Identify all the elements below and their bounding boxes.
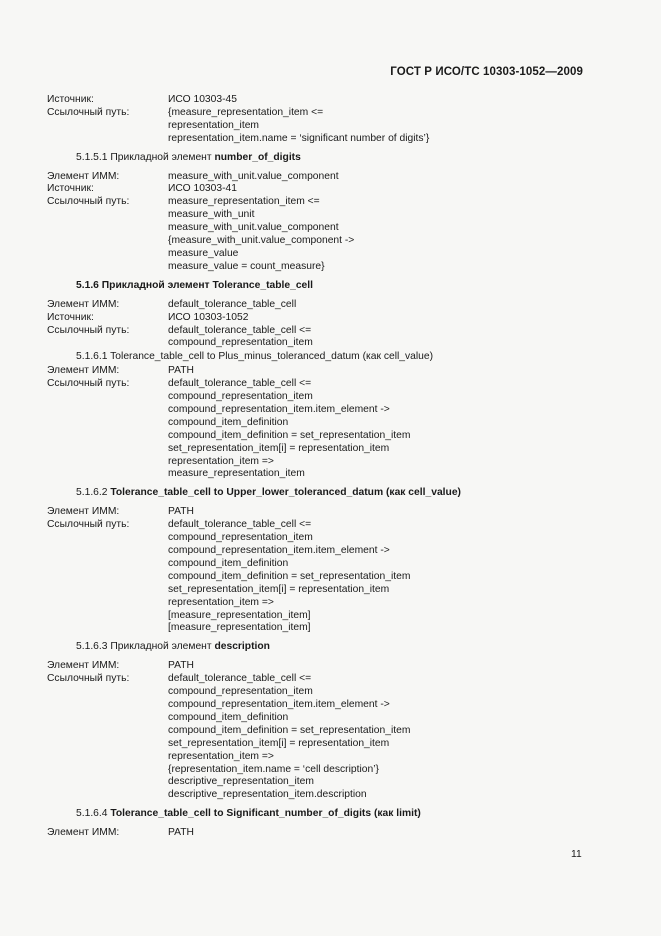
field-row bbox=[47, 325, 607, 351]
section-heading bbox=[47, 280, 607, 293]
field-value-line: compound_item_definition = set_representation_item bbox=[168, 724, 411, 736]
field-values bbox=[168, 325, 607, 351]
field-values bbox=[168, 107, 607, 146]
field-values bbox=[168, 94, 607, 107]
field-row bbox=[47, 660, 607, 673]
field-row bbox=[47, 506, 607, 519]
field-label: Ссылочный путь: bbox=[47, 106, 130, 118]
field-value-line: [measure_representation_item] bbox=[168, 609, 311, 621]
field-label: Элемент ИММ: bbox=[47, 365, 120, 377]
field-row bbox=[47, 299, 607, 312]
field-value-line: compound_item_definition bbox=[168, 416, 289, 428]
field-value-line: compound_representation_item.item_element -> bbox=[168, 698, 390, 710]
field-value-line: PATH bbox=[168, 365, 194, 377]
field-row bbox=[47, 94, 607, 107]
field-value-line: PATH bbox=[168, 660, 194, 672]
field-label: Ссылочный путь: bbox=[47, 378, 130, 390]
page-number: 11 bbox=[571, 849, 582, 860]
section-heading bbox=[47, 808, 607, 821]
field-value-line: default_tolerance_table_cell <= bbox=[168, 519, 312, 531]
field-value-line: representation_item => bbox=[168, 455, 274, 467]
field-values bbox=[168, 506, 607, 519]
field-value-line: {measure_with_unit.value_component -> bbox=[168, 235, 355, 247]
field-value-line: default_tolerance_table_cell <= bbox=[168, 378, 312, 390]
field-values bbox=[168, 827, 607, 840]
field-label: Источник: bbox=[47, 311, 94, 323]
field-value-line: measure_representation_item <= bbox=[168, 196, 320, 208]
section-heading-text: 5.1.6.3 Прикладной элемент bbox=[76, 641, 215, 653]
field-value-line: compound_representation_item bbox=[168, 686, 313, 698]
field-value-line: ИСО 10303-41 bbox=[168, 183, 237, 195]
field-values bbox=[168, 660, 607, 673]
field-value-line: {representation_item.name = ‘cell description’} bbox=[168, 763, 379, 775]
field-value-line: compound_representation_item bbox=[168, 532, 313, 544]
field-row bbox=[47, 196, 607, 273]
field-value-line: compound_item_definition bbox=[168, 711, 289, 723]
field-row bbox=[47, 107, 607, 146]
field-values bbox=[168, 519, 607, 635]
field-values bbox=[168, 673, 607, 802]
field-label: Источник: bbox=[47, 183, 94, 195]
field-label: Ссылочный путь: bbox=[47, 196, 130, 208]
field-value-line: compound_representation_item.item_element -> bbox=[168, 545, 390, 556]
field-label: Источник: bbox=[47, 94, 94, 105]
section-heading-text: 5.1.6.4 bbox=[76, 808, 111, 820]
field-value-line: set_representation_item[i] = representation_item bbox=[168, 583, 390, 595]
field-values bbox=[168, 196, 607, 273]
field-value-line: set_representation_item[i] = representation_item bbox=[168, 737, 390, 749]
field-value-line: representation_item bbox=[168, 119, 260, 131]
field-value-line: compound_item_definition bbox=[168, 557, 289, 569]
field-label: Элемент ИММ: bbox=[47, 506, 120, 518]
document-header: ГОСТ Р ИСО/ТС 10303-1052—2009 bbox=[390, 66, 583, 78]
field-label: Элемент ИММ: bbox=[47, 660, 120, 672]
section-heading bbox=[47, 152, 607, 165]
field-value-line: measure_with_unit.value_component bbox=[168, 222, 339, 234]
field-row bbox=[47, 312, 607, 325]
section-heading-text: 5.1.6 Прикладной элемент Tolerance_table_cell bbox=[76, 279, 313, 291]
field-value-line: representation_item => bbox=[168, 750, 274, 762]
section-heading-text: 5.1.6.2 bbox=[76, 487, 111, 499]
field-row bbox=[47, 365, 607, 378]
field-value-line: compound_item_definition = set_representation_item bbox=[168, 570, 411, 582]
field-value-line: PATH bbox=[168, 827, 194, 839]
field-value-line: measure_value bbox=[168, 247, 239, 259]
field-value-line: measure_with_unit bbox=[168, 209, 255, 221]
field-row bbox=[47, 183, 607, 196]
field-value-line: representation_item => bbox=[168, 596, 274, 608]
field-value-line: ИСО 10303-45 bbox=[168, 94, 237, 105]
field-value-line: set_representation_item[i] = representation_item bbox=[168, 442, 390, 454]
field-value-line: default_tolerance_table_cell <= bbox=[168, 673, 312, 685]
field-label: Ссылочный путь: bbox=[47, 519, 130, 531]
field-values bbox=[168, 171, 607, 184]
document-body bbox=[47, 94, 607, 840]
field-value-line: compound_representation_item.item_element -> bbox=[168, 403, 390, 415]
field-label: Элемент ИММ: bbox=[47, 298, 120, 310]
field-value-line: PATH bbox=[168, 506, 194, 518]
field-value-line: default_tolerance_table_cell <= bbox=[168, 324, 312, 336]
field-value-line: measure_value = count_measure} bbox=[168, 260, 325, 272]
field-value-line: compound_item_definition = set_representation_item bbox=[168, 429, 411, 441]
section-heading-text: description bbox=[214, 641, 270, 653]
field-value-line: default_tolerance_table_cell bbox=[168, 298, 297, 310]
field-value-line: measure_with_unit.value_component bbox=[168, 170, 339, 182]
field-row bbox=[47, 519, 607, 635]
field-row bbox=[47, 171, 607, 184]
field-values bbox=[168, 299, 607, 312]
field-label: Элемент ИММ: bbox=[47, 170, 120, 182]
field-values bbox=[168, 312, 607, 325]
field-values bbox=[168, 365, 607, 378]
section-heading bbox=[47, 487, 607, 500]
field-row bbox=[47, 673, 607, 802]
field-value-line: ИСО 10303-1052 bbox=[168, 311, 249, 323]
section-heading-text: Tolerance_table_cell to Significant_number_of_digits (как limit) bbox=[110, 808, 421, 820]
field-values bbox=[168, 378, 607, 481]
field-label: Ссылочный путь: bbox=[47, 324, 130, 336]
field-row bbox=[47, 827, 607, 840]
field-value-line: descriptive_representation_item bbox=[168, 776, 314, 788]
field-value-line: {measure_representation_item <= bbox=[168, 106, 324, 118]
section-heading-text: 5.1.5.1 Прикладной элемент bbox=[76, 151, 215, 163]
field-values bbox=[168, 183, 607, 196]
field-value-line: compound_representation_item bbox=[168, 337, 313, 349]
field-value-line: [measure_representation_item] bbox=[168, 622, 311, 634]
section-heading-text: 5.1.6.1 Tolerance_table_cell to Plus_minus_toleranced_datum (как cell_value) bbox=[76, 351, 434, 363]
field-value-line: descriptive_representation_item.description bbox=[168, 789, 367, 801]
section-heading bbox=[47, 351, 607, 364]
field-value-line: representation_item.name = ‘significant number of digits’} bbox=[168, 132, 430, 144]
field-row bbox=[47, 378, 607, 481]
section-heading-text: number_of_digits bbox=[214, 151, 301, 163]
section-heading bbox=[47, 641, 607, 654]
field-label: Ссылочный путь: bbox=[47, 673, 130, 685]
field-label: Элемент ИММ: bbox=[47, 827, 120, 839]
field-value-line: measure_representation_item bbox=[168, 468, 305, 480]
field-value-line: compound_representation_item bbox=[168, 391, 313, 403]
section-heading-text: Tolerance_table_cell to Upper_lower_toleranced_datum (как cell_value) bbox=[110, 487, 461, 499]
